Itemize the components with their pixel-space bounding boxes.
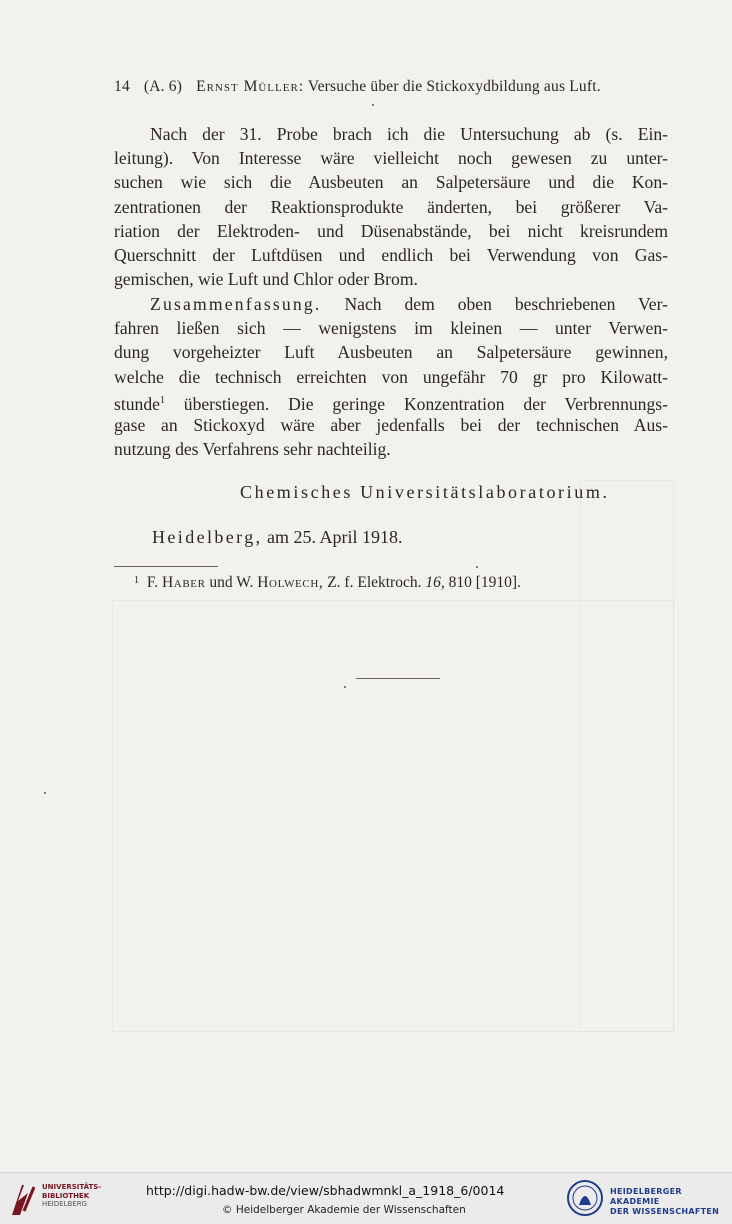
text-line: riation der Elektroden- und Düsenabstände, bei nicht kreisrundem xyxy=(114,220,668,241)
copyright-notice: © Heidelberger Akademie der Wissenschaften xyxy=(222,1204,466,1216)
footnote-journal: Z. f. Elektroch. xyxy=(327,574,422,591)
footnote-marker: 1 xyxy=(134,575,139,586)
text-line: leitung). Von Interesse wäre vielleicht noch gewesen zu unter- xyxy=(114,148,668,169)
paragraph-2 xyxy=(114,292,668,461)
text-fragment: stunde xyxy=(114,393,160,414)
footnote-volume: 16, xyxy=(425,574,445,591)
institute-signature: Chemisches Universitätslaboratorium. xyxy=(240,482,610,502)
text-line: gase an Stickoxyd wäre aber jedenfalls bei der technischen Aus- xyxy=(114,414,668,435)
running-head xyxy=(114,78,644,96)
footnote xyxy=(134,574,521,592)
text-line: gemischen, wie Luft und Chlor oder Brom. xyxy=(114,269,418,290)
print-speck xyxy=(344,686,346,688)
text-fragment: überstiegen. Die geringe Konzentration der Verbrennungs- xyxy=(164,393,668,414)
ghost-column-shadow xyxy=(580,480,674,1032)
end-divider xyxy=(356,678,440,679)
footnote-divider xyxy=(114,566,218,567)
series-label: (A. 6) xyxy=(143,78,183,95)
print-speck xyxy=(44,792,46,794)
library-line: BIBLIOTHEK xyxy=(42,1191,90,1200)
footnote-initial: F. xyxy=(146,574,159,591)
text-line: fahren ließen sich — wenigstens im kleinen — unter Verwen- xyxy=(114,318,668,339)
text-line: welche die technisch erreichten von ungefähr 70 gr pro Kilowatt- xyxy=(114,366,668,387)
summary-first-line: Nach dem oben beschriebenen Ver- xyxy=(344,294,668,314)
text-line xyxy=(114,292,668,316)
footnote-author: Holwech, xyxy=(257,574,324,591)
library-line: UNIVERSITÄTS- xyxy=(42,1183,102,1191)
print-speck xyxy=(372,104,374,106)
date: am 25. April 1918. xyxy=(267,527,403,547)
permalink-url[interactable]: http://digi.hadw-bw.de/view/sbhadwmnkl_a_1918_6/0014 xyxy=(146,1183,505,1198)
university-library-logo[interactable] xyxy=(8,1181,38,1217)
academy-line: DER WISSENSCHAFTEN xyxy=(610,1207,720,1216)
academy-name xyxy=(610,1187,732,1217)
text-line: nutzung des Verfahrens sehr nachteilig. xyxy=(114,439,391,460)
city: Heidelberg, xyxy=(152,527,263,547)
footnote-conjunction: und W. xyxy=(209,574,254,591)
place-date xyxy=(152,527,403,548)
text-line: Querschnitt der Luftdüsen und endlich bei Verwendung von Gas- xyxy=(114,244,668,265)
footnote-pages: 810 [1910]. xyxy=(448,574,521,591)
text-line: suchen wie sich die Ausbeuten an Salpetersäure und die Kon- xyxy=(114,172,668,193)
footnote-author: Haber xyxy=(162,574,206,591)
academy-line: HEIDELBERGER AKADEMIE xyxy=(610,1187,682,1206)
academy-seal-icon[interactable] xyxy=(566,1179,604,1217)
text-line: Nach der 31. Probe brach ich die Untersuchung ab (s. Ein- xyxy=(150,124,668,144)
footnote-reference[interactable]: 1 xyxy=(159,394,165,406)
library-line: HEIDELBERG xyxy=(42,1200,87,1208)
text-line xyxy=(114,389,668,413)
library-name xyxy=(42,1183,101,1209)
author-name: Ernst Müller: xyxy=(196,78,305,95)
print-speck xyxy=(476,566,478,568)
summary-heading: Zusammenfassung. xyxy=(150,294,322,314)
paper-title: Versuche über die Stickoxydbildung aus Luft. xyxy=(307,78,601,95)
text-line: dung vorgeheizter Luft Ausbeuten an Salpetersäure gewinnen, xyxy=(114,342,668,363)
text-line: zentrationen der Reaktionsprodukte änderten, bei größerer Va- xyxy=(114,196,668,217)
viewer-footer xyxy=(0,1172,732,1224)
paragraph-1 xyxy=(114,122,668,291)
page-number: 14 xyxy=(114,78,130,95)
